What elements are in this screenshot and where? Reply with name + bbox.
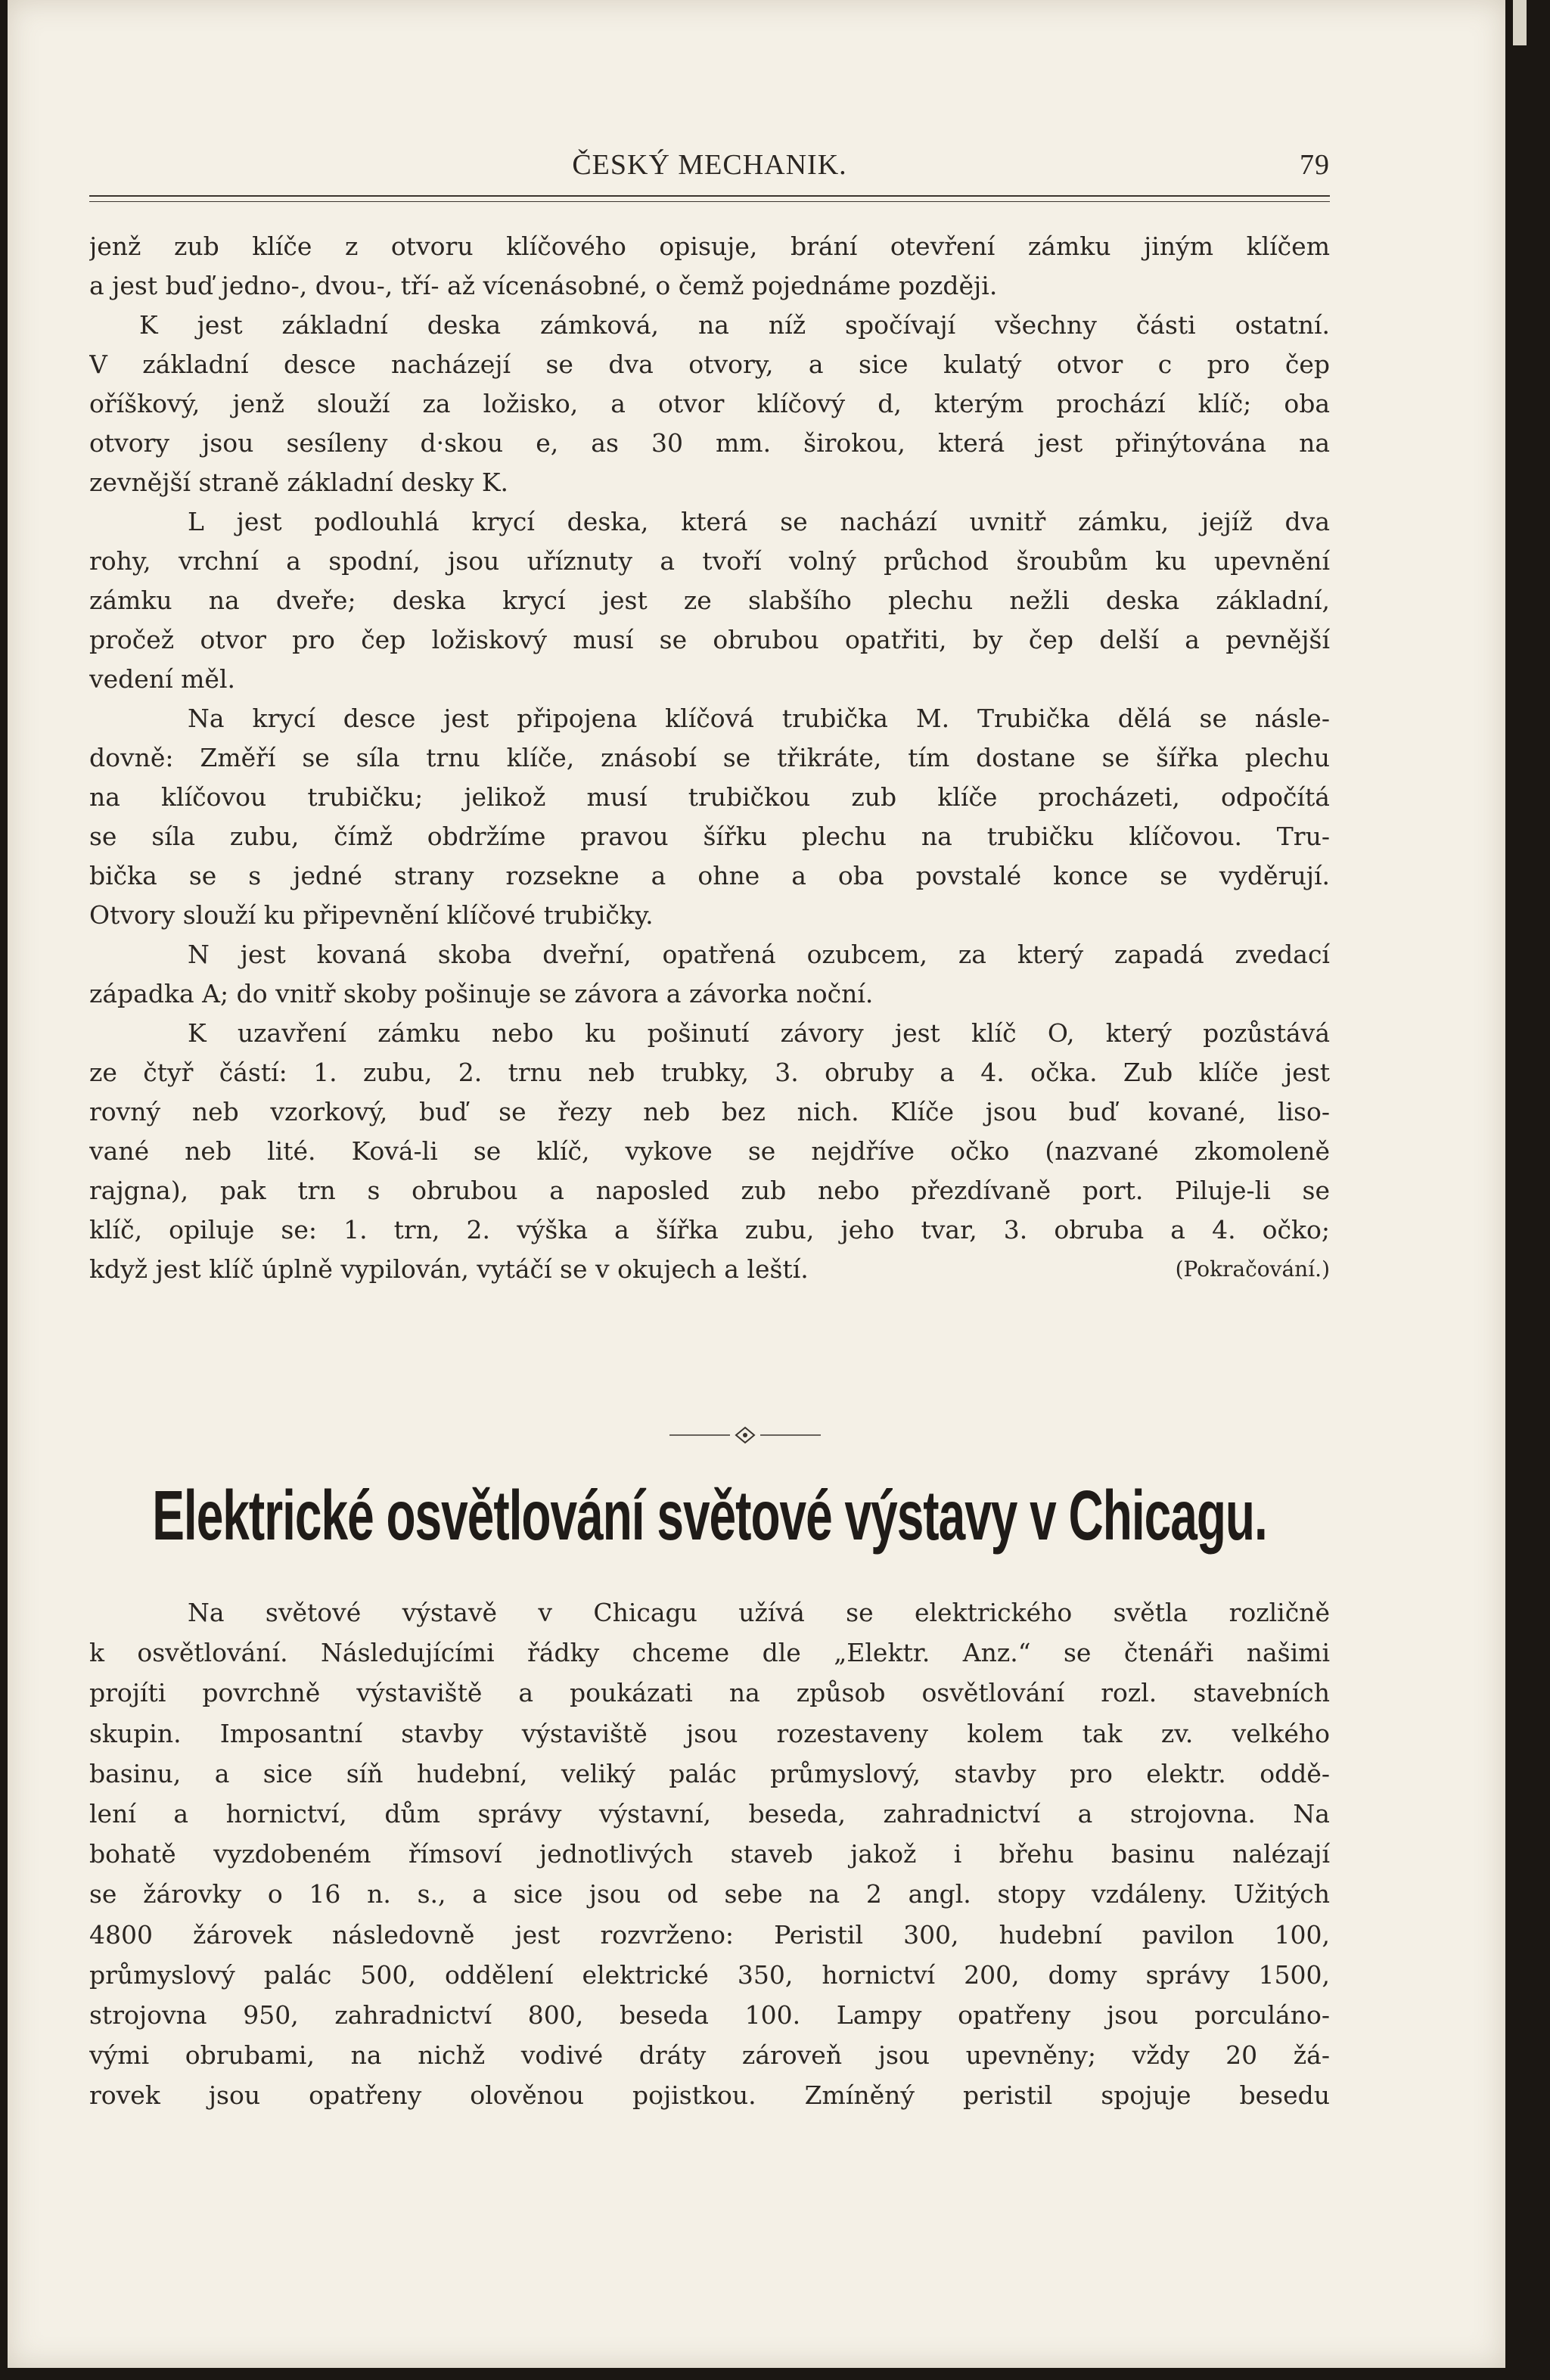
text-line: vané neb lité. Ková-li se klíč, vykove se nejdříve očko (nazvané zkomoleně — [89, 1136, 1330, 1166]
text-line: K uzavření zámku nebo ku pošinutí závory jest klíč O, který pozůstává — [188, 1018, 1330, 1048]
final-sentence: když jest klíč úplně vypilován, vytáčí se v okujech a leští. — [89, 1254, 809, 1284]
text-line: rovek jsou opatřeny olověnou pojistkou. Zmíněný peristil spojuje besedu — [89, 2080, 1330, 2111]
text-line: k osvětlování. Následujícími řádky chceme dle „Elektr. Anz.“ se čtenáři našimi — [89, 1638, 1330, 1668]
continuation-note: (Pokračování.) — [1175, 1257, 1330, 1282]
text-line: projíti povrchně výstaviště a poukázati na způsob osvětlování rozl. stavebních — [89, 1678, 1330, 1708]
page-content — [8, 0, 1505, 2368]
running-header — [89, 148, 1330, 186]
text-line: Otvory slouží ku připevnění klíčové trubičky. — [89, 900, 654, 930]
text-line: L jest podlouhlá krycí deska, která se nachází uvnitř zámku, jejíž dva — [188, 507, 1330, 536]
text-line: N jest kovaná skoba dveřní, opatřená ozubcem, za který zapadá zvedací — [188, 940, 1330, 969]
header-rule — [89, 195, 1330, 202]
scan-background-edge — [1505, 0, 1550, 2380]
text-line: bička se s jedné strany rozsekne a ohne a oba povstalé konce se vyděrují. — [89, 861, 1330, 890]
text-line: průmyslový palác 500, oddělení elektrické 350, hornictví 200, domy správy 1500, — [89, 1959, 1330, 1990]
text-line: lení a hornictví, dům správy výstavní, beseda, zahradnictví a strojovna. Na — [89, 1798, 1330, 1828]
text-line-final — [89, 1250, 1330, 1289]
page-number: 79 — [1300, 149, 1330, 181]
text-line: rohy, vrchní a spodní, jsou uříznuty a tvoří volný průchod šroubům ku upevnění — [89, 546, 1330, 576]
text-line: jenž zub klíče z otvoru klíčového opisuje, brání otevření zámku jiným klíčem — [89, 231, 1330, 261]
text-line: se žárovky o 16 n. s., a sice jsou od sebe na 2 angl. stopy vzdáleny. Užitých — [89, 1879, 1330, 1909]
text-line: basinu, a sice síň hudební, veliký palác průmyslový, stavby pro elektr. oddě- — [89, 1758, 1330, 1788]
scan-paper-fragment — [1513, 0, 1527, 45]
text-line: skupin. Imposantní stavby výstaviště jsou rozestaveny kolem tak zv. velkého — [89, 1718, 1330, 1748]
text-line: strojovna 950, zahradnictví 800, beseda 100. Lampy opatřeny jsou porculáno- — [89, 1999, 1330, 2030]
text-line: bohatě vyzdobeném římsoví jednotlivých staveb jakož i břehu basinu nalézají — [89, 1839, 1330, 1869]
text-line: otvory jsou sesíleny d·skou e, as 30 mm. širokou, která jest přinýtována na — [89, 428, 1330, 458]
scanned-page — [8, 0, 1505, 2368]
running-title: ČESKÝ MECHANIK. — [572, 149, 847, 181]
text-line: zevnější straně základní desky K. — [89, 468, 509, 497]
text-line: oříškový, jenž slouží za ložisko, a otvor klíčový d, kterým prochází klíč; oba — [89, 389, 1330, 418]
text-line: rovný neb vzorkový, buď se řezy neb bez nich. Klíče jsou buď kované, liso- — [89, 1097, 1330, 1126]
text-line: klíč, opiluje se: 1. trn, 2. výška a šířka zubu, jeho tvar, 3. obruba a 4. očko; — [89, 1215, 1330, 1244]
section-divider-ornament — [669, 1418, 821, 1449]
text-line: se síla zubu, čímž obdržíme pravou šířku plechu na trubičku klíčovou. Tru- — [89, 822, 1330, 851]
text-line: V základní desce nacházejí se dva otvory, a sice kulatý otvor c pro čep — [89, 350, 1330, 379]
text-line: západka A; do vnitř skoby pošinuje se závora a závorka noční. — [89, 979, 874, 1008]
text-line: ze čtyř částí: 1. zubu, 2. trnu neb trubky, 3. obruby a 4. očka. Zub klíče jest — [89, 1058, 1330, 1087]
text-line: K jest základní deska zámková, na níž spočívají všechny části ostatní. — [139, 310, 1330, 340]
text-line: a jest buď jedno-, dvou-, tří- až vícenásobné, o čemž pojednáme později. — [89, 271, 998, 300]
section-title: Elektrické osvětlování světové výstavy v Chicagu. — [152, 1475, 1267, 1555]
text-line: rajgna), pak trn s obrubou a naposled zub nebo přezdívaně port. Piluje-li se — [89, 1176, 1330, 1205]
article-continuation — [89, 227, 1330, 1289]
article-chicago — [89, 1592, 1330, 2115]
text-line: 4800 žárovek následovně jest rozvrženo: Peristil 300, hudební pavilon 100, — [89, 1919, 1330, 1950]
text-line: na klíčovou trubičku; jelikož musí trubičkou zub klíče procházeti, odpočítá — [89, 782, 1330, 812]
text-line: dovně: Změří se síla trnu klíče, znásobí se třikráte, tím dostane se šířka plechu — [89, 743, 1330, 772]
text-line: vými obrubami, na nichž vodivé dráty zároveň jsou upevněny; vždy 20 žá- — [89, 2040, 1330, 2071]
text-line: zámku na dveře; deska krycí jest ze slabšího plechu nežli deska základní, — [89, 586, 1330, 615]
text-line: Na světové výstavě v Chicagu užívá se elektrického světla rozličně — [188, 1598, 1330, 1627]
text-line: pročež otvor pro čep ložiskový musí se obrubou opatřiti, by čep delší a pevnější — [89, 625, 1330, 654]
text-line: vedení měl. — [89, 664, 235, 694]
text-line: Na krycí desce jest připojena klíčová trubička M. Trubička dělá se násle- — [188, 704, 1330, 733]
